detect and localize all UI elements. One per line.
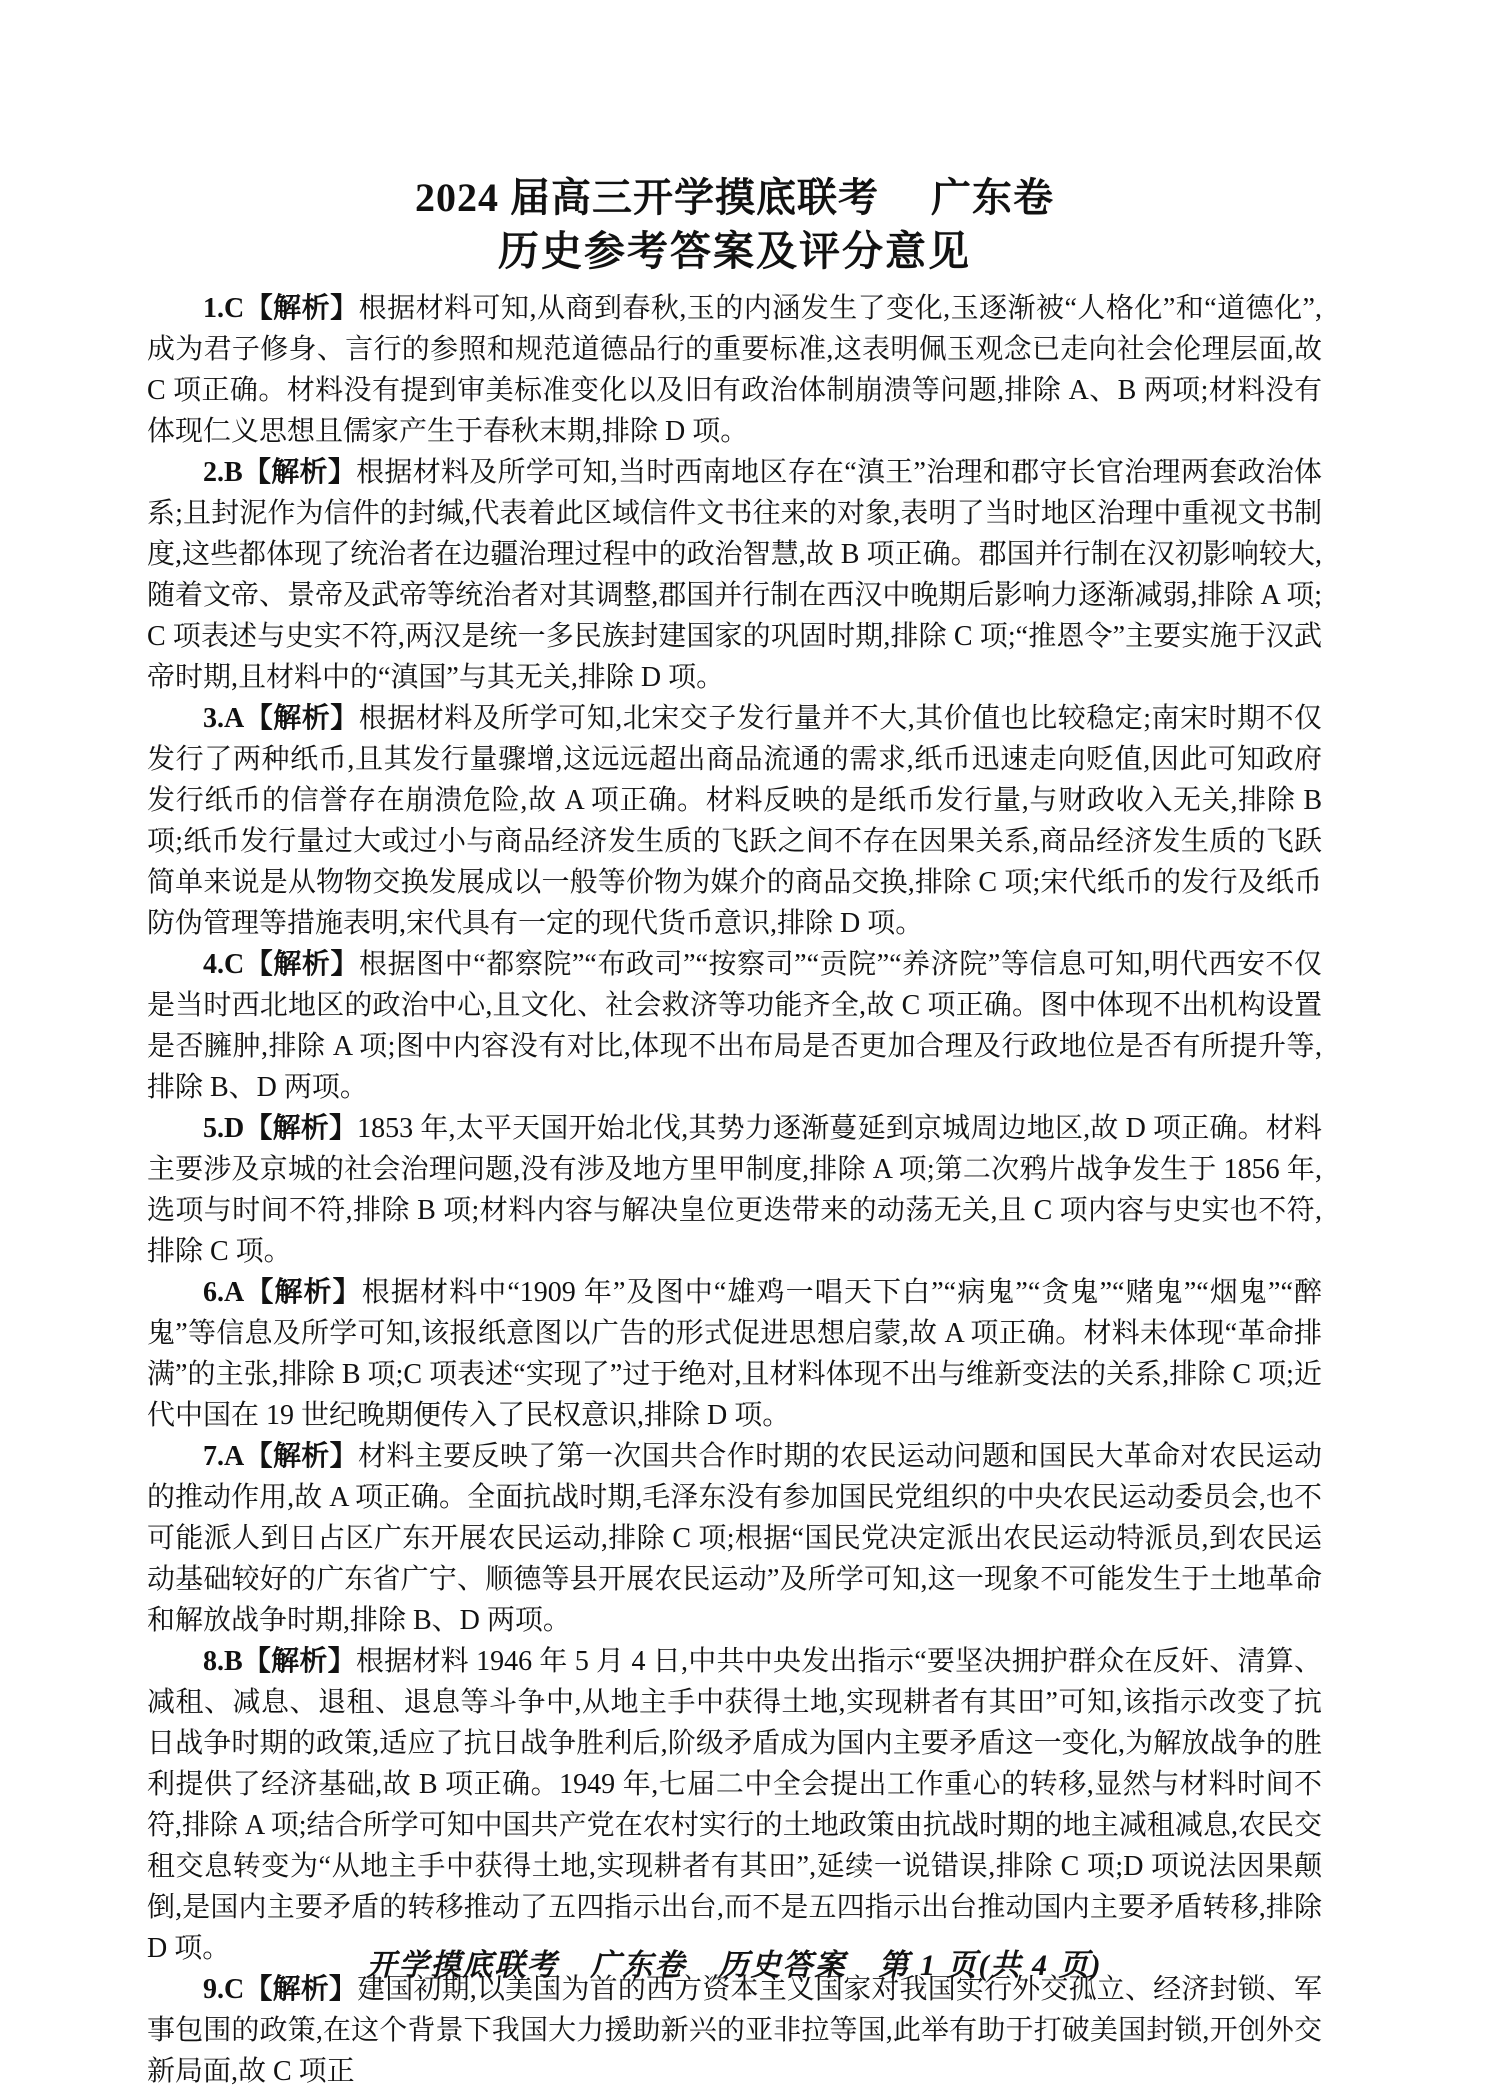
answer-label: 7.A【解析】 <box>203 1441 359 1472</box>
answer-text: 1853 年,太平天国开始北伐,其势力逐渐蔓延到京城周边地区,故 D 项正确。材料主要涉及京城的社会治理问题,没有涉及地方里甲制度,排除 A 项;第二次鸦片战争发生于 1856 年,选项与时间不符,排除 B 项;材料内容与解决皇位更迭带来的动荡无关,且 C 项内容与史实也不符,排除 C 项。 <box>147 1113 1322 1267</box>
answer-label: 3.A【解析】 <box>203 703 359 734</box>
answer-explanations <box>147 288 1322 2092</box>
answer-text: 材料主要反映了第一次国共合作时期的农民运动问题和国民大革命对农民运动的推动作用,故 A 项正确。全面抗战时期,毛泽东没有参加国民党组织的中央农民运动委员会,也不可能派人到日占区广东开展农民运动,排除 C 项;根据“国民党决定派出农民运动特派员,到农民运动基础较好的广东省广宁、顺德等县开展农民运动”及所学可知,这一现象不可能发生于土地革命和解放战争时期,排除 B、D 两项。 <box>147 1441 1322 1636</box>
answer-label: 1.C【解析】 <box>203 293 359 324</box>
answer-text: 根据材料中“1909 年”及图中“雄鸡一唱天下白”“病鬼”“贪鬼”“赌鬼”“烟鬼”“醉鬼”等信息及所学可知,该报纸意图以广告的形式促进思想启蒙,故 A 项正确。材料未体现“革命排满”的主张,排除 B 项;C 项表述“实现了”过于绝对,且材料体现不出与维新变法的关系,排除 C 项;近代中国在 19 世纪晚期便传入了民权意识,排除 D 项。 <box>147 1277 1322 1431</box>
answer-label: 6.A【解析】 <box>203 1277 362 1308</box>
answer-label: 9.C【解析】 <box>203 1974 358 2005</box>
exam-title: 2024 届高三开学摸底联考 广东卷 <box>415 175 1054 220</box>
answer-label: 5.D【解析】 <box>203 1113 358 1144</box>
answer-text: 根据材料可知,从商到春秋,玉的内涵发生了变化,玉逐渐被“人格化”和“道德化”,成为君子修身、言行的参照和规范道德品行的重要标准,这表明佩玉观念已走向社会伦理层面,故 C 项正确。材料没有提到审美标准变化以及旧有政治体制崩溃等问题,排除 A、B 两项;材料没有体现仁义思想且儒家产生于春秋末期,排除 D 项。 <box>147 293 1322 447</box>
title-block <box>147 0 1322 278</box>
answer-item-1 <box>147 288 1322 452</box>
page-content <box>147 0 1322 2092</box>
answer-item-9 <box>147 1969 1322 2092</box>
answer-item-6 <box>147 1272 1322 1436</box>
answer-item-5 <box>147 1108 1322 1272</box>
answer-label: 2.B【解析】 <box>203 457 357 488</box>
answer-label: 4.C【解析】 <box>203 949 360 980</box>
answer-sheet-subtitle: 历史参考答案及评分意见 <box>498 228 971 274</box>
answer-item-7 <box>147 1436 1322 1641</box>
answer-text: 根据材料及所学可知,当时西南地区存在“滇王”治理和郡守长官治理两套政治体系;且封泥作为信件的封缄,代表着此区域信件文书往来的对象,表明了当时地区治理中重视文书制度,这些都体现了统治者在边疆治理过程中的政治智慧,故 B 项正确。郡国并行制在汉初影响较大,随着文帝、景帝及武帝等统治者对其调整,郡国并行制在西汉中晚期后影响力逐渐减弱,排除 A 项;C 项表述与史实不符,两汉是统一多民族封建国家的巩固时期,排除 C 项;“推恩令”主要实施于汉武帝时期,且材料中的“滇国”与其无关,排除 D 项。 <box>147 457 1322 693</box>
answer-item-3 <box>147 698 1322 944</box>
answer-text: 根据材料 1946 年 5 月 4 日,中共中央发出指示“要坚决拥护群众在反奸、清算、减租、减息、退租、退息等斗争中,从地主手中获得土地,实现耕者有其田”可知,该指示改变了抗日战争时期的政策,适应了抗日战争胜利后,阶级矛盾成为国内主要矛盾这一变化,为解放战争的胜利提供了经济基础,故 B 项正确。1949 年,七届二中全会提出工作重心的转移,显然与材料时间不符,排除 A 项;结合所学可知中国共产党在农村实行的土地政策由抗战时期的地主减租减息,农民交租交息转变为“从地主手中获得土地,实现耕者有其田”,延续一说错误,排除 C 项;D 项说法因果颠倒,是国内主要矛盾的转移推动了五四指示出台,而不是五四指示出台推动国内主要矛盾转移,排除 D 项。 <box>147 1646 1322 1964</box>
answer-item-2 <box>147 452 1322 698</box>
answer-text: 根据图中“都察院”“布政司”“按察司”“贡院”“养济院”等信息可知,明代西安不仅是当时西北地区的政治中心,且文化、社会救济等功能齐全,故 C 项正确。图中体现不出机构设置是否臃肿,排除 A 项;图中内容没有对比,体现不出布局是否更加合理及行政地位是否有所提升等,排除 B、D 两项。 <box>147 949 1323 1103</box>
answer-item-8 <box>147 1641 1322 1969</box>
answer-item-4 <box>147 944 1322 1108</box>
answer-label: 8.B【解析】 <box>203 1646 356 1677</box>
answer-text: 建国初期,以美国为首的西方资本主义国家对我国实行外交孤立、经济封锁、军事包围的政策,在这个背景下我国大力援助新兴的亚非拉等国,此举有助于打破美国封锁,开创外交新局面,故 C 项正 <box>147 1974 1322 2087</box>
page-footer: 开学摸底联考 广东卷 历史答案 第 1 页(共 4 页) <box>366 1949 1103 1982</box>
answer-text: 根据材料及所学可知,北宋交子发行量并不大,其价值也比较稳定;南宋时期不仅发行了两种纸币,且其发行量骤增,这远远超出商品流通的需求,纸币迅速走向贬值,因此可知政府发行纸币的信誉存在崩溃危险,故 A 项正确。材料反映的是纸币发行量,与财政收入无关,排除 B 项;纸币发行量过大或过小与商品经济发生质的飞跃之间不存在因果关系,商品经济发生质的飞跃简单来说是从物物交换发展成以一般等价物为媒介的商品交换,排除 C 项;宋代纸币的发行及纸币防伪管理等措施表明,宋代具有一定的现代货币意识,排除 D 项。 <box>147 703 1322 939</box>
